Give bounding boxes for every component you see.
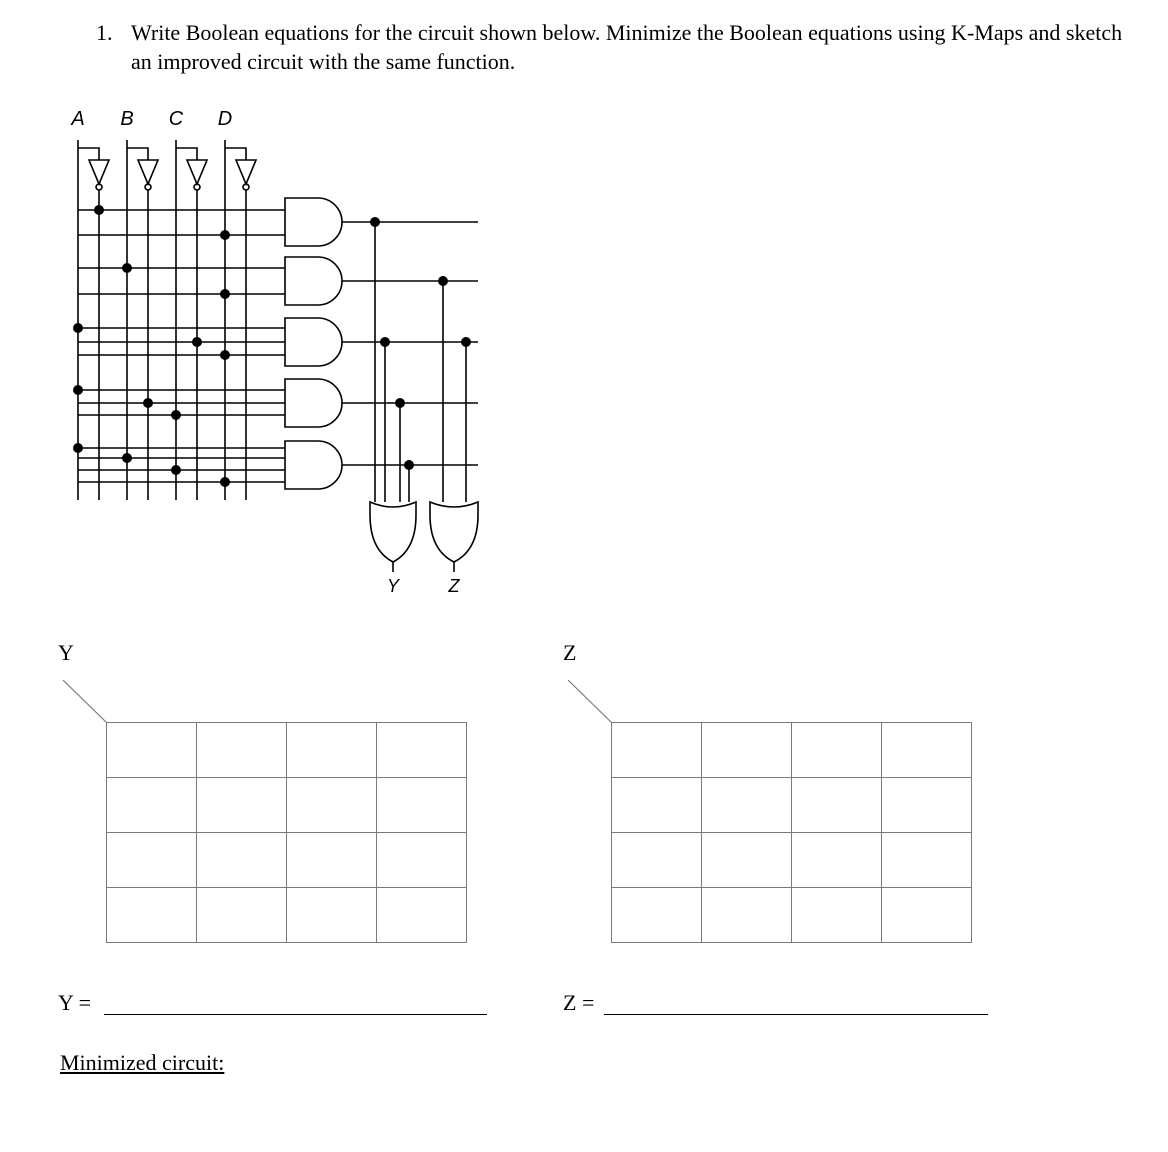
and-gate-5	[285, 441, 342, 489]
kmap-cell[interactable]	[882, 723, 972, 778]
junction-dot	[73, 385, 83, 395]
and-gate-3	[285, 318, 342, 366]
kmap-cell[interactable]	[702, 723, 792, 778]
kmap-z-label: Z	[563, 640, 577, 665]
minimized-circuit-label: Minimized circuit:	[60, 1050, 225, 1075]
and-gate-2	[285, 257, 342, 305]
input-label-c: C	[168, 108, 184, 130]
kmap-z-grid	[611, 722, 972, 943]
kmap-cell[interactable]	[612, 778, 702, 833]
junction-dot	[122, 453, 132, 463]
kmap-cell[interactable]	[702, 888, 792, 943]
junction-dot	[192, 337, 202, 347]
y-equation-label: Y =	[58, 990, 91, 1015]
junction-dot	[73, 443, 83, 453]
kmap-cell[interactable]	[287, 723, 377, 778]
output-label-z: Z	[448, 576, 460, 596]
kmap-z-diagonal	[567, 679, 615, 725]
kmap-cell[interactable]	[197, 833, 287, 888]
kmap-cell[interactable]	[612, 723, 702, 778]
inverter-c	[187, 160, 207, 184]
wire-c-to-inverter	[176, 148, 197, 160]
inverter-b	[138, 160, 158, 184]
kmap-y-label: Y	[58, 640, 74, 665]
junction-dot	[461, 337, 471, 347]
and-gate-1	[285, 198, 342, 246]
question-text: Write Boolean equations for the circuit shown below. Minimize the Boolean equations using K-Maps and sketch an improved circuit with the same function.	[131, 20, 1123, 74]
junction-dot	[438, 276, 448, 286]
circuit-diagram	[0, 0, 520, 600]
junction-dot	[73, 323, 83, 333]
junction-dot	[220, 289, 230, 299]
kmap-cell[interactable]	[612, 833, 702, 888]
kmap-cell[interactable]	[792, 833, 882, 888]
kmap-cell[interactable]	[612, 888, 702, 943]
inverter-a	[89, 160, 109, 184]
kmap-cell[interactable]	[377, 888, 467, 943]
or-gate-y	[370, 502, 416, 562]
junction-dot	[220, 230, 230, 240]
junction-dot	[143, 398, 153, 408]
junction-dots	[73, 205, 471, 487]
wire-b-to-inverter	[127, 148, 148, 160]
kmap-cell[interactable]	[792, 778, 882, 833]
junction-dot	[171, 465, 181, 475]
kmap-cell[interactable]	[197, 888, 287, 943]
kmap-cell[interactable]	[287, 778, 377, 833]
junction-dot	[395, 398, 405, 408]
kmap-cell[interactable]	[197, 778, 287, 833]
kmap-cell[interactable]	[882, 778, 972, 833]
kmap-cell[interactable]	[197, 723, 287, 778]
and-gate-4	[285, 379, 342, 427]
kmap-cell[interactable]	[702, 833, 792, 888]
output-label-y: Y	[386, 576, 400, 596]
z-equation-answer-line[interactable]	[604, 1014, 988, 1015]
kmap-cell[interactable]	[377, 833, 467, 888]
kmap-cell[interactable]	[107, 778, 197, 833]
kmap-cell[interactable]	[287, 833, 377, 888]
junction-dot	[220, 477, 230, 487]
kmap-cell[interactable]	[702, 778, 792, 833]
kmap-cell[interactable]	[377, 778, 467, 833]
junction-dot	[220, 350, 230, 360]
junction-dot	[370, 217, 380, 227]
kmap-y-diagonal	[62, 679, 110, 725]
wire-a-to-inverter	[78, 148, 99, 160]
kmap-cell[interactable]	[377, 723, 467, 778]
wire-d-to-inverter	[225, 148, 246, 160]
kmap-cell[interactable]	[107, 833, 197, 888]
junction-dot	[171, 410, 181, 420]
junction-dot	[380, 337, 390, 347]
kmap-cell[interactable]	[107, 723, 197, 778]
or-gate-z	[430, 502, 478, 562]
kmap-cell[interactable]	[107, 888, 197, 943]
input-label-a: A	[71, 108, 85, 130]
z-equation-label: Z =	[563, 990, 595, 1015]
kmap-cell[interactable]	[882, 888, 972, 943]
kmap-y-grid	[106, 722, 467, 943]
input-label-d: D	[217, 108, 233, 130]
junction-dot	[122, 263, 132, 273]
kmap-cell[interactable]	[882, 833, 972, 888]
kmap-cell[interactable]	[287, 888, 377, 943]
question-number: 1.	[96, 20, 113, 45]
input-label-b: B	[120, 108, 134, 130]
kmap-cell[interactable]	[792, 723, 882, 778]
junction-dot	[94, 205, 104, 215]
junction-dot	[404, 460, 414, 470]
inverter-d	[236, 160, 256, 184]
kmap-cell[interactable]	[792, 888, 882, 943]
y-equation-answer-line[interactable]	[104, 1014, 487, 1015]
